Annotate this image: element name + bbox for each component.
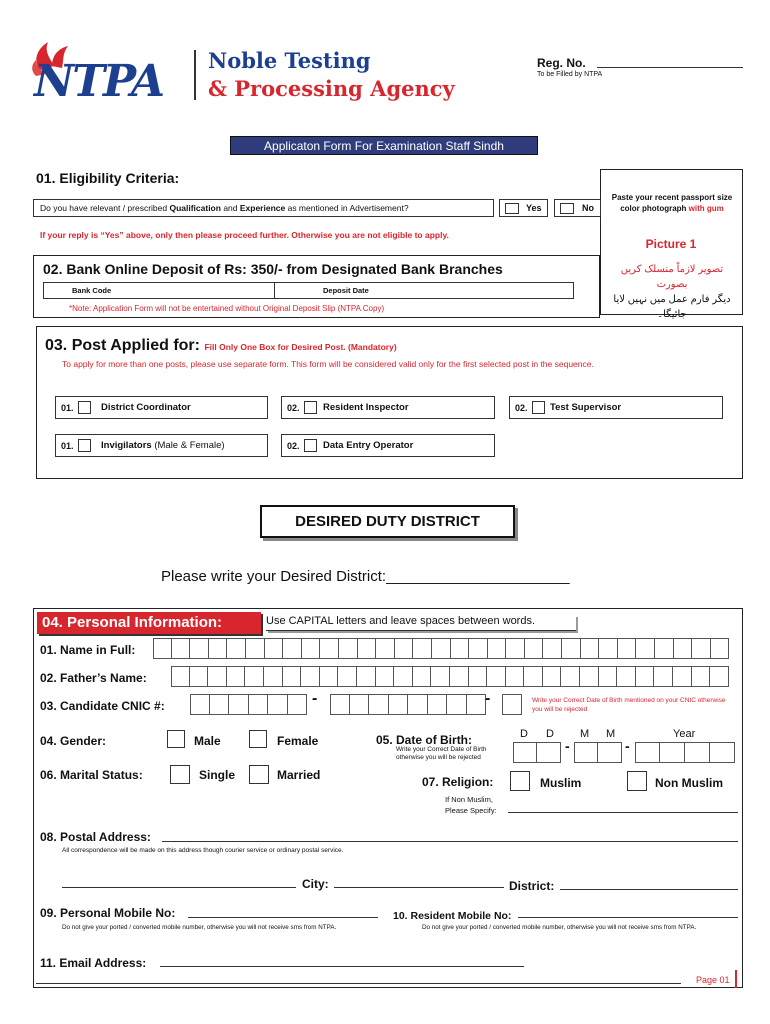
male-checkbox[interactable]	[167, 730, 185, 748]
reg-no-label: Reg. No.	[537, 56, 586, 70]
char-cell[interactable]	[537, 742, 561, 763]
char-cell[interactable]	[288, 694, 308, 715]
char-cell[interactable]	[432, 638, 451, 659]
personal-mobile-note: Do not give your ported / converted mobile number, otherwise you will not receive sms from NTPA.	[62, 924, 337, 931]
char-cell[interactable]	[636, 638, 655, 659]
post-heading: 03. Post Applied for:	[45, 337, 200, 354]
non-muslim-specify-label: If Non Muslim, Please Specify:	[445, 795, 497, 815]
char-cell[interactable]	[227, 638, 246, 659]
char-cell[interactable]	[543, 638, 562, 659]
yes-checkbox[interactable]	[505, 203, 519, 214]
city-field[interactable]	[334, 887, 504, 888]
char-cell[interactable]	[408, 694, 428, 715]
dob-day-hint: D	[520, 728, 528, 740]
post-checkbox[interactable]	[532, 401, 545, 414]
post-sub-note: To apply for more than one posts, please use separate form. This form will be considered valid only for the first selected post in the sequence.	[62, 359, 594, 369]
char-cell[interactable]	[227, 666, 246, 687]
cnic-input-grid-part1[interactable]	[190, 694, 307, 715]
father-name-label: 02. Father’s Name:	[40, 671, 147, 685]
married-label: Married	[277, 768, 321, 782]
char-cell[interactable]	[580, 666, 599, 687]
no-checkbox[interactable]	[560, 203, 574, 214]
bank-field-divider	[274, 283, 275, 298]
dob-note: Write your Correct Date of Birth otherwise you will be rejected	[396, 746, 487, 761]
char-cell[interactable]	[338, 666, 357, 687]
city-label: City:	[302, 877, 329, 891]
resident-mobile-field[interactable]	[518, 917, 738, 918]
resident-mobile-label: 10. Resident Mobile No:	[393, 910, 512, 922]
char-cell[interactable]	[635, 742, 660, 763]
char-cell[interactable]	[389, 694, 409, 715]
post-option-num: 01.	[61, 441, 74, 451]
resident-mobile-note: Do not give your ported / converted mobile number, otherwise you will not receive sms from NTPA.	[422, 924, 697, 931]
char-cell[interactable]	[301, 666, 320, 687]
male-label: Male	[194, 734, 221, 748]
desired-district-heading: DESIRED DUTY DISTRICT	[295, 513, 480, 530]
reg-no-note: To be Filled by NTPA	[537, 71, 603, 78]
muslim-label: Muslim	[540, 776, 582, 790]
char-cell[interactable]	[685, 742, 710, 763]
dob-label: 05. Date of Birth:	[376, 733, 473, 747]
desired-district-heading-box	[260, 505, 515, 538]
photo-instruction-gum: with gum	[688, 204, 724, 213]
char-cell[interactable]	[395, 638, 414, 659]
marital-status-label: 06. Marital Status:	[40, 768, 143, 782]
char-cell[interactable]	[428, 694, 448, 715]
char-cell[interactable]	[674, 638, 693, 659]
gender-label: 04. Gender:	[40, 734, 107, 748]
dob-year-grid[interactable]	[635, 742, 735, 763]
photo-urdu-line2: دیگر فارم عمل میں نہیں لایا جائیگا۔	[613, 294, 731, 320]
dob-separator: -	[625, 738, 630, 754]
dob-month-grid[interactable]	[574, 742, 622, 763]
char-cell[interactable]	[488, 638, 507, 659]
post-option-district-coordinator[interactable]	[55, 396, 268, 419]
cnic-dash: -	[312, 690, 318, 707]
char-cell[interactable]	[268, 694, 288, 715]
char-cell[interactable]	[190, 694, 210, 715]
char-cell[interactable]	[561, 666, 580, 687]
char-cell[interactable]	[265, 638, 284, 659]
logo-divider	[194, 50, 196, 100]
logo	[30, 40, 190, 106]
cnic-input-grid-part2[interactable]	[330, 694, 486, 715]
postal-address-note: All correspondence will be made on this address though courier service or ordinary postal service.	[62, 847, 344, 854]
char-cell[interactable]	[190, 666, 209, 687]
post-option-label: Test Supervisor	[550, 402, 622, 413]
char-cell[interactable]	[369, 694, 389, 715]
post-option-label: District Coordinator	[101, 402, 191, 413]
personal-instruction: Use CAPITAL letters and leave spaces between words.	[266, 615, 576, 631]
char-cell[interactable]	[249, 694, 269, 715]
char-cell[interactable]	[209, 638, 228, 659]
cnic-dash: -	[485, 690, 491, 707]
non-muslim-specify-field[interactable]	[508, 812, 738, 813]
char-cell[interactable]	[487, 666, 506, 687]
char-cell[interactable]	[283, 666, 302, 687]
photo-urdu-line1: تصویر لازماً منسلک کریں بصورت	[620, 264, 724, 290]
bank-heading: 02. Bank Online Deposit of Rs: 350/- from Designated Bank Branches	[43, 261, 503, 277]
female-label: Female	[277, 734, 319, 748]
yes-option[interactable]	[499, 199, 548, 217]
post-option-label: Data Entry Operator	[323, 440, 414, 451]
char-cell[interactable]	[598, 742, 622, 763]
char-cell[interactable]	[513, 742, 537, 763]
reg-no-field[interactable]	[597, 67, 743, 68]
post-option-invigilators[interactable]	[55, 434, 268, 457]
char-cell[interactable]	[431, 666, 450, 687]
char-cell[interactable]	[469, 638, 488, 659]
post-checkbox[interactable]	[304, 439, 317, 452]
char-cell[interactable]	[524, 666, 543, 687]
char-cell[interactable]	[654, 666, 673, 687]
single-checkbox[interactable]	[170, 765, 190, 784]
post-option-label: Invigilators	[101, 440, 152, 451]
name-input-grid[interactable]	[153, 638, 729, 659]
eligibility-note: If your reply is “Yes” above, only then please proceed further. Otherwise you are not eligible to apply.	[40, 230, 449, 240]
char-cell[interactable]	[673, 666, 692, 687]
char-cell[interactable]	[229, 694, 249, 715]
dob-month-hint: M	[606, 728, 616, 740]
post-option-num: 01.	[61, 403, 74, 413]
char-cell[interactable]	[660, 742, 685, 763]
non-muslim-checkbox[interactable]	[627, 771, 647, 791]
eligibility-q-part2: and	[220, 203, 240, 213]
agency-name-line2: & Processing Agency	[208, 76, 455, 101]
religion-label: 07. Religion:	[422, 775, 494, 789]
photo-instruction: Paste your recent passport size color photograph	[611, 193, 733, 213]
dob-year-hint: Year	[673, 728, 696, 740]
personal-mobile-field[interactable]	[188, 917, 378, 918]
deposit-date-label: Deposit Date	[323, 286, 369, 295]
agency-name-line1: Noble Testing	[208, 48, 371, 73]
char-cell[interactable]	[357, 666, 376, 687]
char-cell[interactable]	[339, 638, 358, 659]
char-cell[interactable]	[358, 638, 377, 659]
desired-district-prompt[interactable]: Please write your Desired District:______________________	[161, 568, 570, 585]
photo-box[interactable]	[600, 169, 743, 320]
address-line-field[interactable]	[62, 887, 296, 888]
eligibility-question-box	[33, 199, 494, 217]
post-option-label: Resident Inspector	[323, 402, 409, 413]
post-checkbox[interactable]	[78, 439, 91, 452]
char-cell[interactable]	[283, 638, 302, 659]
post-checkbox[interactable]	[304, 401, 317, 414]
muslim-checkbox[interactable]	[510, 771, 530, 791]
char-cell[interactable]	[245, 666, 264, 687]
cnic-note: Write your Correct Date of Birth mentioned on your CNIC otherwise you will be rejected	[532, 697, 726, 713]
char-cell[interactable]	[543, 666, 562, 687]
bank-code-field[interactable]	[43, 282, 574, 299]
eligibility-q-part1: Do you have relevant / prescribed	[40, 203, 170, 213]
name-label: 01. Name in Full:	[40, 643, 136, 657]
photo-label: Picture 1	[645, 237, 697, 251]
personal-section	[33, 608, 743, 988]
footer-rule	[36, 983, 681, 984]
eligibility-q-part3: as mentioned in Advertisement?	[285, 203, 409, 213]
cnic-input-grid-part3[interactable]	[502, 694, 522, 715]
postal-address-field[interactable]	[162, 841, 738, 842]
char-cell[interactable]	[376, 666, 395, 687]
district-label: District:	[509, 879, 555, 893]
char-cell[interactable]	[502, 694, 522, 715]
post-option-num: 02.	[287, 441, 300, 451]
post-checkbox[interactable]	[78, 401, 91, 414]
bank-code-label: Bank Code	[72, 286, 112, 295]
personal-mobile-label: 09. Personal Mobile No:	[40, 906, 176, 920]
form-title: Applicaton Form For Examination Staff Sindh	[264, 139, 504, 153]
char-cell[interactable]	[450, 666, 469, 687]
char-cell[interactable]	[506, 666, 525, 687]
char-cell[interactable]	[394, 666, 413, 687]
no-label: No	[582, 203, 594, 213]
dob-month-hint: M	[580, 728, 590, 740]
non-muslim-label: Non Muslim	[655, 776, 723, 790]
eligibility-q-experience: Experience	[239, 203, 286, 213]
char-cell[interactable]	[710, 742, 735, 763]
yes-label: Yes	[526, 203, 542, 213]
char-cell[interactable]	[636, 666, 655, 687]
page-number: Page 01	[696, 975, 730, 985]
char-cell[interactable]	[153, 638, 172, 659]
char-cell[interactable]	[655, 638, 674, 659]
char-cell[interactable]	[264, 666, 283, 687]
post-option-extra: (Male & Female)	[151, 440, 225, 451]
post-option-data-entry-operator[interactable]	[281, 434, 495, 457]
char-cell[interactable]	[190, 638, 209, 659]
char-cell[interactable]	[208, 666, 227, 687]
email-field[interactable]	[160, 966, 524, 967]
char-cell[interactable]	[302, 638, 321, 659]
father-name-input-grid[interactable]	[171, 666, 729, 687]
post-option-num: 02.	[515, 403, 528, 413]
char-cell[interactable]	[171, 666, 190, 687]
dob-day-hint: D	[546, 728, 554, 740]
char-cell[interactable]	[376, 638, 395, 659]
female-checkbox[interactable]	[249, 730, 267, 748]
page-number-bar	[735, 970, 737, 988]
char-cell[interactable]	[692, 666, 711, 687]
char-cell[interactable]	[525, 638, 544, 659]
postal-address-label: 08. Postal Address:	[40, 830, 151, 844]
char-cell[interactable]	[617, 666, 636, 687]
eligibility-heading: 01. Eligibility Criteria:	[36, 170, 180, 186]
bank-note: *Note: Application Form will not be entertained without Original Deposit Slip (NTPA Copy)	[69, 304, 385, 313]
no-option[interactable]	[554, 199, 601, 217]
district-field[interactable]	[560, 889, 738, 890]
post-option-test-supervisor[interactable]	[509, 396, 723, 419]
char-cell[interactable]	[447, 694, 467, 715]
char-cell[interactable]	[330, 694, 350, 715]
char-cell[interactable]	[562, 638, 581, 659]
char-cell[interactable]	[469, 666, 488, 687]
post-option-num: 02.	[287, 403, 300, 413]
post-option-resident-inspector[interactable]	[281, 396, 495, 419]
char-cell[interactable]	[710, 666, 729, 687]
char-cell[interactable]	[599, 638, 618, 659]
char-cell[interactable]	[618, 638, 637, 659]
char-cell[interactable]	[711, 638, 730, 659]
dob-separator: -	[565, 738, 570, 754]
char-cell[interactable]	[413, 666, 432, 687]
personal-heading: 04. Personal Information:	[37, 612, 261, 634]
eligibility-q-qualification: Qualification	[169, 203, 221, 213]
logo-text: NTPA	[34, 56, 163, 107]
form-title-bar	[230, 136, 538, 155]
email-label: 11. Email Address:	[40, 956, 147, 970]
post-heading-note: Fill Only One Box for Desired Post. (Mandatory)	[204, 342, 397, 352]
cnic-label: 03. Candidate CNIC #:	[40, 699, 165, 713]
single-label: Single	[199, 768, 236, 782]
char-cell[interactable]	[413, 638, 432, 659]
char-cell[interactable]	[172, 638, 191, 659]
char-cell[interactable]	[581, 638, 600, 659]
char-cell[interactable]	[506, 638, 525, 659]
char-cell[interactable]	[467, 694, 487, 715]
char-cell[interactable]	[350, 694, 370, 715]
char-cell[interactable]	[320, 666, 339, 687]
char-cell[interactable]	[246, 638, 265, 659]
bank-section	[33, 255, 600, 318]
married-checkbox[interactable]	[249, 765, 269, 784]
char-cell[interactable]	[320, 638, 339, 659]
dob-day-grid[interactable]	[513, 742, 561, 763]
char-cell[interactable]	[574, 742, 598, 763]
char-cell[interactable]	[451, 638, 470, 659]
char-cell[interactable]	[692, 638, 711, 659]
char-cell[interactable]	[599, 666, 618, 687]
char-cell[interactable]	[210, 694, 230, 715]
